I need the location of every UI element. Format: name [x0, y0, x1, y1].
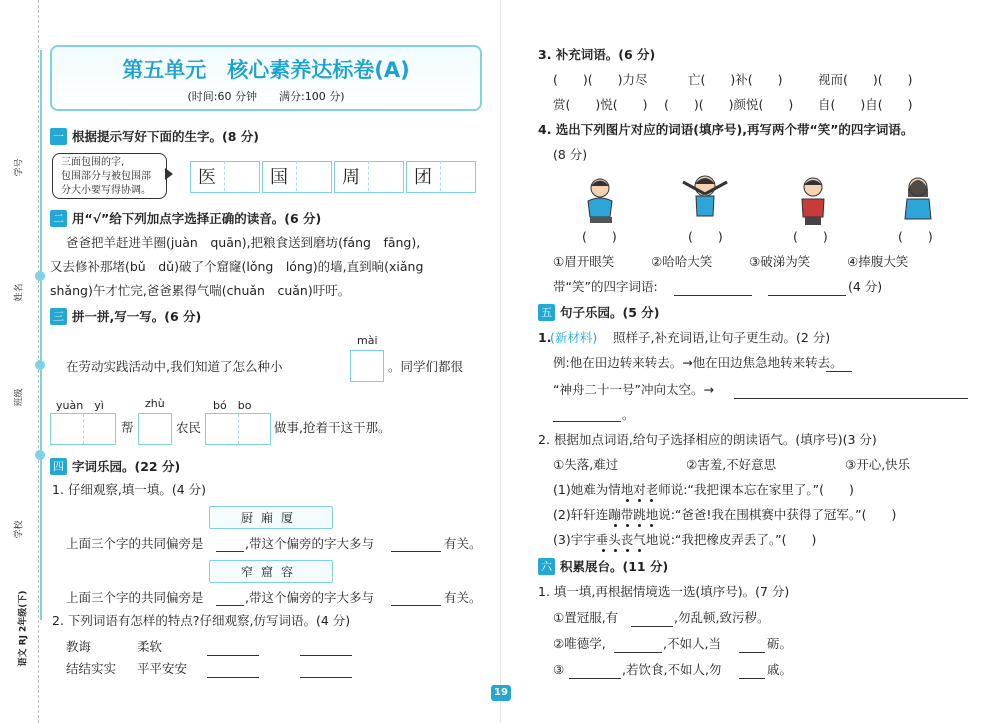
pinyin-bobo: bó bo [213, 399, 252, 412]
blank-line[interactable] [553, 420, 621, 422]
blank-line[interactable] [674, 294, 752, 296]
r3-row2-c: 自( )自( ) [818, 97, 913, 112]
s5-tone-1: ①失落,难过 [553, 457, 619, 472]
grid-divider [368, 161, 369, 191]
s6-line-3c: 戚。 [767, 662, 793, 677]
kid-sitting-laughing-image [580, 175, 620, 225]
blank-line[interactable] [216, 604, 244, 606]
s2-paragraph-line-1: 爸爸把羊赶进羊圈(juàn quān),把粮食送到磨坊(fáng fāng), [66, 235, 421, 250]
char-3: 周 [342, 167, 360, 188]
r4-option-1: ①眉开眼笑 [553, 254, 615, 269]
r4-bracket-4[interactable]: ( ) [898, 229, 933, 244]
pinyin-zhu: zhù [145, 397, 165, 410]
name-label: 姓名 [14, 283, 25, 302]
answer-box-bobo[interactable] [205, 413, 271, 445]
r4-option-3: ③破涕为笑 [749, 254, 811, 269]
tip-bubble [52, 153, 167, 199]
s6-line-3b: ,若饮食,不如人,勿 [622, 662, 722, 677]
s3-bang: 帮 [121, 420, 134, 435]
s4-q2-word2: 柔软 [137, 639, 163, 654]
section-6-header [538, 557, 668, 575]
s4-q1-b2: ,带这个偏旁的字大多与 [245, 590, 374, 605]
section-4-header [50, 457, 180, 475]
section-title: 句子乐园。(5 分) [560, 305, 660, 320]
s6-line-2c: 砺。 [767, 636, 793, 651]
r3-row1-c: 视而( )( ) [818, 72, 913, 87]
s4-q2-word1: 教诲 [66, 639, 92, 654]
emphasis-dot [614, 524, 617, 527]
page-number-badge: 19 [491, 685, 511, 701]
kid-girl-smiling-image [900, 175, 936, 227]
pinyin-mai: mài [357, 334, 378, 347]
class-label: 班级 [14, 388, 25, 407]
grid-divider [440, 161, 441, 191]
s5-tone-2: ②害羞,不好意思 [686, 457, 777, 472]
s5-tone-3: ③开心,快乐 [845, 457, 911, 472]
section-2-header [50, 209, 321, 227]
binding-hole [35, 360, 45, 370]
emphasis-dot [626, 499, 629, 502]
word-box-1: 厨廂厦 [209, 506, 333, 529]
s5-sentence-1: (1)她难为情地对老师说:“我把课本忘在家里了。”( ) [553, 482, 854, 497]
emphasis-dot [626, 549, 629, 552]
s5-q1-text: 照样子,补充词语,让句子更生动。(2 分) [613, 330, 831, 345]
tip-line: 分大小要写得协调。 [61, 185, 151, 196]
r4-option-4: ④捧腹大笑 [847, 254, 909, 269]
section-badge: 二 [50, 210, 67, 227]
s5-q1-num: 1. [538, 330, 552, 345]
s6-q1: 1. 填一填,再根据情境选一选(填序号)。(7 分) [538, 584, 790, 599]
emphasis-dot [650, 499, 653, 502]
char-2: 国 [270, 167, 288, 188]
blank-line[interactable] [569, 677, 621, 679]
edition-label: 语文 RJ 2年级(下) [18, 590, 29, 667]
emphasis-dot [614, 549, 617, 552]
s4-q2-word3: 结结实实 [66, 661, 117, 676]
emphasis-dot [638, 549, 641, 552]
grid-divider [224, 161, 225, 191]
section-badge: 三 [50, 308, 67, 325]
r4-option-2: ②哈哈大笑 [651, 254, 713, 269]
emphasis-dot [638, 524, 641, 527]
blank-line[interactable] [300, 676, 352, 678]
s5-sentence-3: (3)宇宇垂头丧气地说:“我把橡皮弄丢了。”( ) [553, 532, 817, 547]
blank-line[interactable] [739, 651, 765, 653]
r3-row2-b: ( )( )颜悦( ) [664, 97, 794, 112]
blank-line[interactable] [631, 625, 673, 627]
kid-arms-up-image [675, 172, 735, 226]
s5-example: 例:他在田边转来转去。→他在田边焦急地转来转去。 [553, 355, 843, 370]
section-title: 用“√”给下列加点字选择正确的读音。(6 分) [72, 211, 322, 226]
answer-box-yuanyi[interactable] [50, 413, 116, 445]
tip-line: 包围部分与被包围部 [61, 171, 151, 182]
pinyin-yuanyi: yuàn yì [56, 399, 104, 412]
section-3-header [50, 307, 201, 325]
binding-hole [35, 271, 45, 281]
r4-bracket-2[interactable]: ( ) [688, 229, 723, 244]
s3-nongmin: 农民 [176, 420, 202, 435]
r4-bracket-1[interactable]: ( ) [582, 229, 617, 244]
section-5-header [538, 303, 659, 321]
section-badge: 一 [50, 128, 67, 145]
r3-row1-b: 亡( )补( ) [688, 72, 783, 87]
s5-q2: 2. 根据加点词语,给句子选择相应的朗读语气。(填序号)(3 分) [538, 432, 877, 447]
example-underline [826, 370, 852, 372]
s5-q1-end: 。 [622, 407, 635, 422]
s6-line-1a: ①置冠服,有 [553, 610, 619, 625]
section-badge: 四 [50, 458, 67, 475]
s6-line-1b: ,勿乱顿,致污秽。 [674, 610, 770, 625]
emphasis-dot [602, 549, 605, 552]
s6-line-2b: ,不如人,当 [663, 636, 721, 651]
blank-line[interactable] [391, 550, 441, 552]
blank-line[interactable] [739, 677, 765, 679]
school-label: 学校 [14, 520, 25, 539]
s4-q1-b3: 有关。 [444, 590, 482, 605]
section-title: 根据提示写好下面的生字。(8 分) [72, 129, 259, 144]
r4-title: 4. 选出下列图片对应的词语(填序号),再写两个带“笑”的四字词语。 [538, 122, 914, 137]
s5-q1-line: “神舟二十一号”冲向太空。→ [553, 382, 714, 397]
s2-paragraph-line-2: 又去修补那堵(bǔ dǔ)破了个窟窿(lǒng lóng)的墙,直到晌(xiǎng [50, 259, 424, 274]
section-title: 积累展台。(11 分) [560, 559, 669, 574]
r3-row2-a: 赏( )悦( ) [553, 97, 648, 112]
s4-q1-a3: 有关。 [444, 536, 482, 551]
s4-q2: 2. 下列词语有怎样的特点?仔细观察,仿写词语。(4 分) [52, 613, 351, 628]
blank-line[interactable] [768, 294, 846, 296]
page-subtitle: (时间:60 分钟 满分:100 分) [187, 90, 345, 103]
binding-hole [35, 450, 45, 460]
blank-line[interactable] [300, 654, 352, 656]
s3-line-1a: 在劳动实践活动中,我们知道了怎么种小 [66, 359, 283, 374]
section-1-header [50, 127, 259, 145]
r4-score: (8 分) [553, 147, 588, 162]
section-title: 拼一拼,写一写。(6 分) [72, 309, 202, 324]
page-fold [500, 0, 501, 723]
grid-divider [296, 161, 297, 191]
s5-q1-tag: (新材料) [550, 330, 598, 345]
section-badge: 六 [538, 558, 555, 575]
blank-line[interactable] [207, 654, 259, 656]
r4-bracket-3[interactable]: ( ) [793, 229, 828, 244]
blank-line[interactable] [216, 550, 244, 552]
s4-q1-a1: 上面三个字的共同偏旁是 [66, 536, 204, 551]
emphasis-dot [650, 524, 653, 527]
s4-q1-b1: 上面三个字的共同偏旁是 [66, 590, 204, 605]
binding-line [40, 50, 42, 620]
s2-paragraph-line-3: shǎng)午才忙完,爸爸累得气喘(chuǎn cuǎn)吁吁。 [50, 283, 351, 298]
tip-bubble-tail [165, 168, 173, 180]
word-box-2: 窄窟容 [209, 560, 333, 583]
s4-q2-word4: 平平安安 [137, 661, 188, 676]
s6-line-2a: ②唯德学, [553, 636, 606, 651]
blank-line[interactable] [614, 651, 662, 653]
section-badge: 五 [538, 304, 555, 321]
char-4: 团 [414, 167, 432, 188]
s4-q1: 1. 仔细观察,填一填。(4 分) [52, 482, 207, 497]
answer-box-zhu[interactable] [138, 413, 172, 445]
r3-title: 3. 补充词语。(6 分) [538, 47, 656, 62]
r4-tail-b: (4 分) [848, 279, 883, 294]
emphasis-dot [626, 524, 629, 527]
blank-line[interactable] [391, 604, 441, 606]
r4-tail-a: 带“笑”的四字词语: [553, 279, 658, 294]
blank-line[interactable] [207, 676, 259, 678]
char-1: 医 [198, 167, 216, 188]
tip-line: 三面包围的字, [61, 157, 125, 168]
section-title: 字词乐园。(22 分) [72, 459, 181, 474]
blank-line[interactable] [734, 397, 968, 399]
r3-row1-a: ( )( )力尽 [553, 72, 648, 87]
s6-line-3a: ③ [553, 662, 565, 677]
s3-tail: 做事,抢着干这干那。 [274, 420, 391, 435]
student-id-label: 学号 [14, 158, 25, 177]
emphasis-dot [638, 499, 641, 502]
s4-q1-a2: ,带这个偏旁的字大多与 [245, 536, 374, 551]
answer-box-mai[interactable] [350, 350, 384, 382]
s3-line-1b: 。同学们都很 [388, 359, 464, 374]
kid-wiping-tears-image [795, 175, 831, 227]
page-title: 第五单元 核心素养达标卷(A) [122, 58, 410, 82]
s5-sentence-2: (2)轩轩连蹦带跳地说:“爸爸!我在围棋赛中获得了冠军。”( ) [553, 507, 897, 522]
